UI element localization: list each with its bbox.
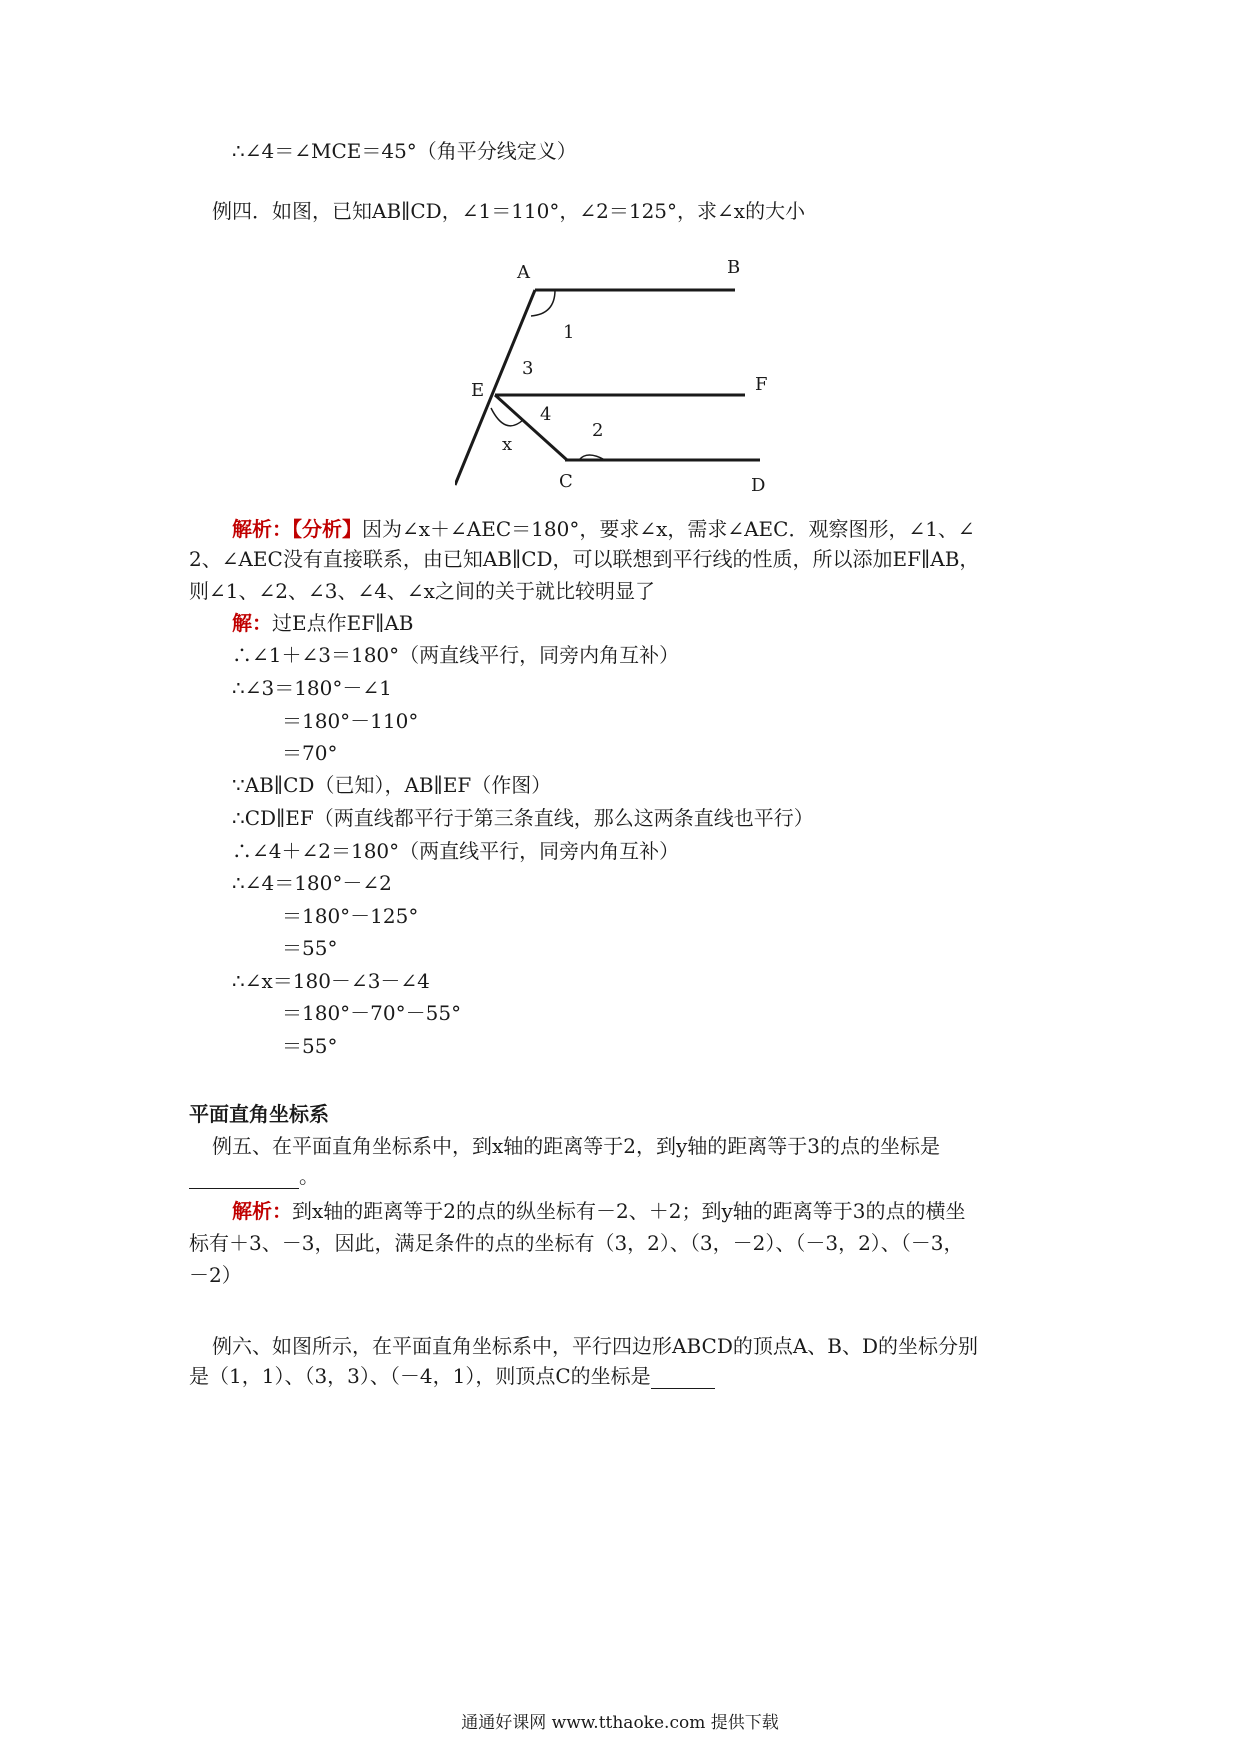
text-line: ∴∠4＝∠MCE＝45°（角平分线定义） [232, 139, 577, 163]
solution-step: ∴∠1＋∠3＝180°（两直线平行，同旁内角互补） [232, 643, 680, 667]
example-6-question: 例六、如图所示，在平面直角坐标系中，平行四边形ABCD的顶点A、B、D的坐标分别 [212, 1334, 979, 1358]
solution-step: ∵AB∥CD（已知），AB∥EF（作图） [232, 773, 552, 797]
transversal-ae [455, 290, 535, 485]
example-5-analysis-line-3: －2） [189, 1263, 242, 1287]
label-b: B [727, 257, 741, 278]
example-4-question: 例四．如图，已知AB∥CD，∠1＝110°，∠2＝125°，求∠x的大小 [212, 199, 806, 223]
label-angle-1: 1 [563, 322, 575, 343]
analysis-line-2: 2、∠AEC没有直接联系，由已知AB∥CD，可以联想到平行线的性质，所以添加EF∥AB， [189, 547, 980, 571]
solution-line: 解：过E点作EF∥AB [232, 611, 414, 635]
answer-blank [651, 1368, 715, 1389]
geometry-figure [455, 250, 785, 500]
analysis-line-1: 解析：【分析】因为∠x＋∠AEC＝180°，要求∠x，需求∠AEC．观察图形，∠1、∠ [232, 517, 975, 541]
solution-step: ∴∠3＝180°－∠1 [232, 676, 392, 700]
solution-step: ∴CD∥EF（两直线都平行于第三条直线，那么这两条直线也平行） [232, 806, 814, 830]
label-f: F [755, 374, 768, 395]
analysis-label: 解析： [232, 517, 292, 541]
label-angle-x: x [502, 434, 513, 455]
example-5-question: 例五、在平面直角坐标系中，到x轴的距离等于2，到y轴的距离等于3的点的坐标是 [212, 1134, 941, 1158]
section-heading: 平面直角坐标系 [189, 1102, 329, 1126]
example-5-blank-line: 。 [189, 1163, 319, 1189]
solution-step: ∴∠4＝180°－∠2 [232, 871, 392, 895]
solution-step: ＝180°－110° [282, 709, 419, 733]
solution-step: ∴∠x＝180－∠3－∠4 [232, 969, 430, 993]
analysis-label: 解析： [232, 1199, 292, 1223]
analysis-line-3: 则∠1、∠2、∠3、∠4、∠x之间的关于就比较明显了 [189, 579, 655, 603]
solution-step: ＝55° [282, 936, 338, 960]
label-angle-2: 2 [592, 420, 604, 441]
label-e: E [471, 380, 485, 401]
solution-step: ＝180°－70°－55° [282, 1001, 462, 1025]
label-a: A [517, 262, 530, 283]
label-angle-3: 3 [522, 358, 534, 379]
solution-step: ＝180°－125° [282, 904, 419, 928]
solution-label: 解： [232, 611, 272, 635]
label-d: D [751, 475, 766, 496]
example-5-analysis-line-1: 解析：到x轴的距离等于2的点的纵坐标有－2、＋2；到y轴的距离等于3的点的横坐 [232, 1199, 966, 1223]
solution-step: ∴∠4＋∠2＝180°（两直线平行，同旁内角互补） [232, 839, 680, 863]
page-footer: 通通好课网 www.tthaoke.com 提供下载 [461, 1713, 779, 1733]
label-angle-4: 4 [540, 404, 552, 425]
solution-step: ＝55° [282, 1034, 338, 1058]
answer-blank [189, 1168, 299, 1189]
label-c: C [559, 471, 573, 492]
example-6-question-cont: 是（1，1）、（3，3）、（－4，1），则顶点C的坐标是 [189, 1363, 715, 1389]
example-5-analysis-line-2: 标有＋3、－3，因此，满足条件的点的坐标有（3，2）、（3，－2）、（－3，2）、（－3， [189, 1231, 964, 1255]
solution-step: ＝70° [282, 741, 338, 765]
analysis-tag: 【分析】 [292, 517, 362, 541]
